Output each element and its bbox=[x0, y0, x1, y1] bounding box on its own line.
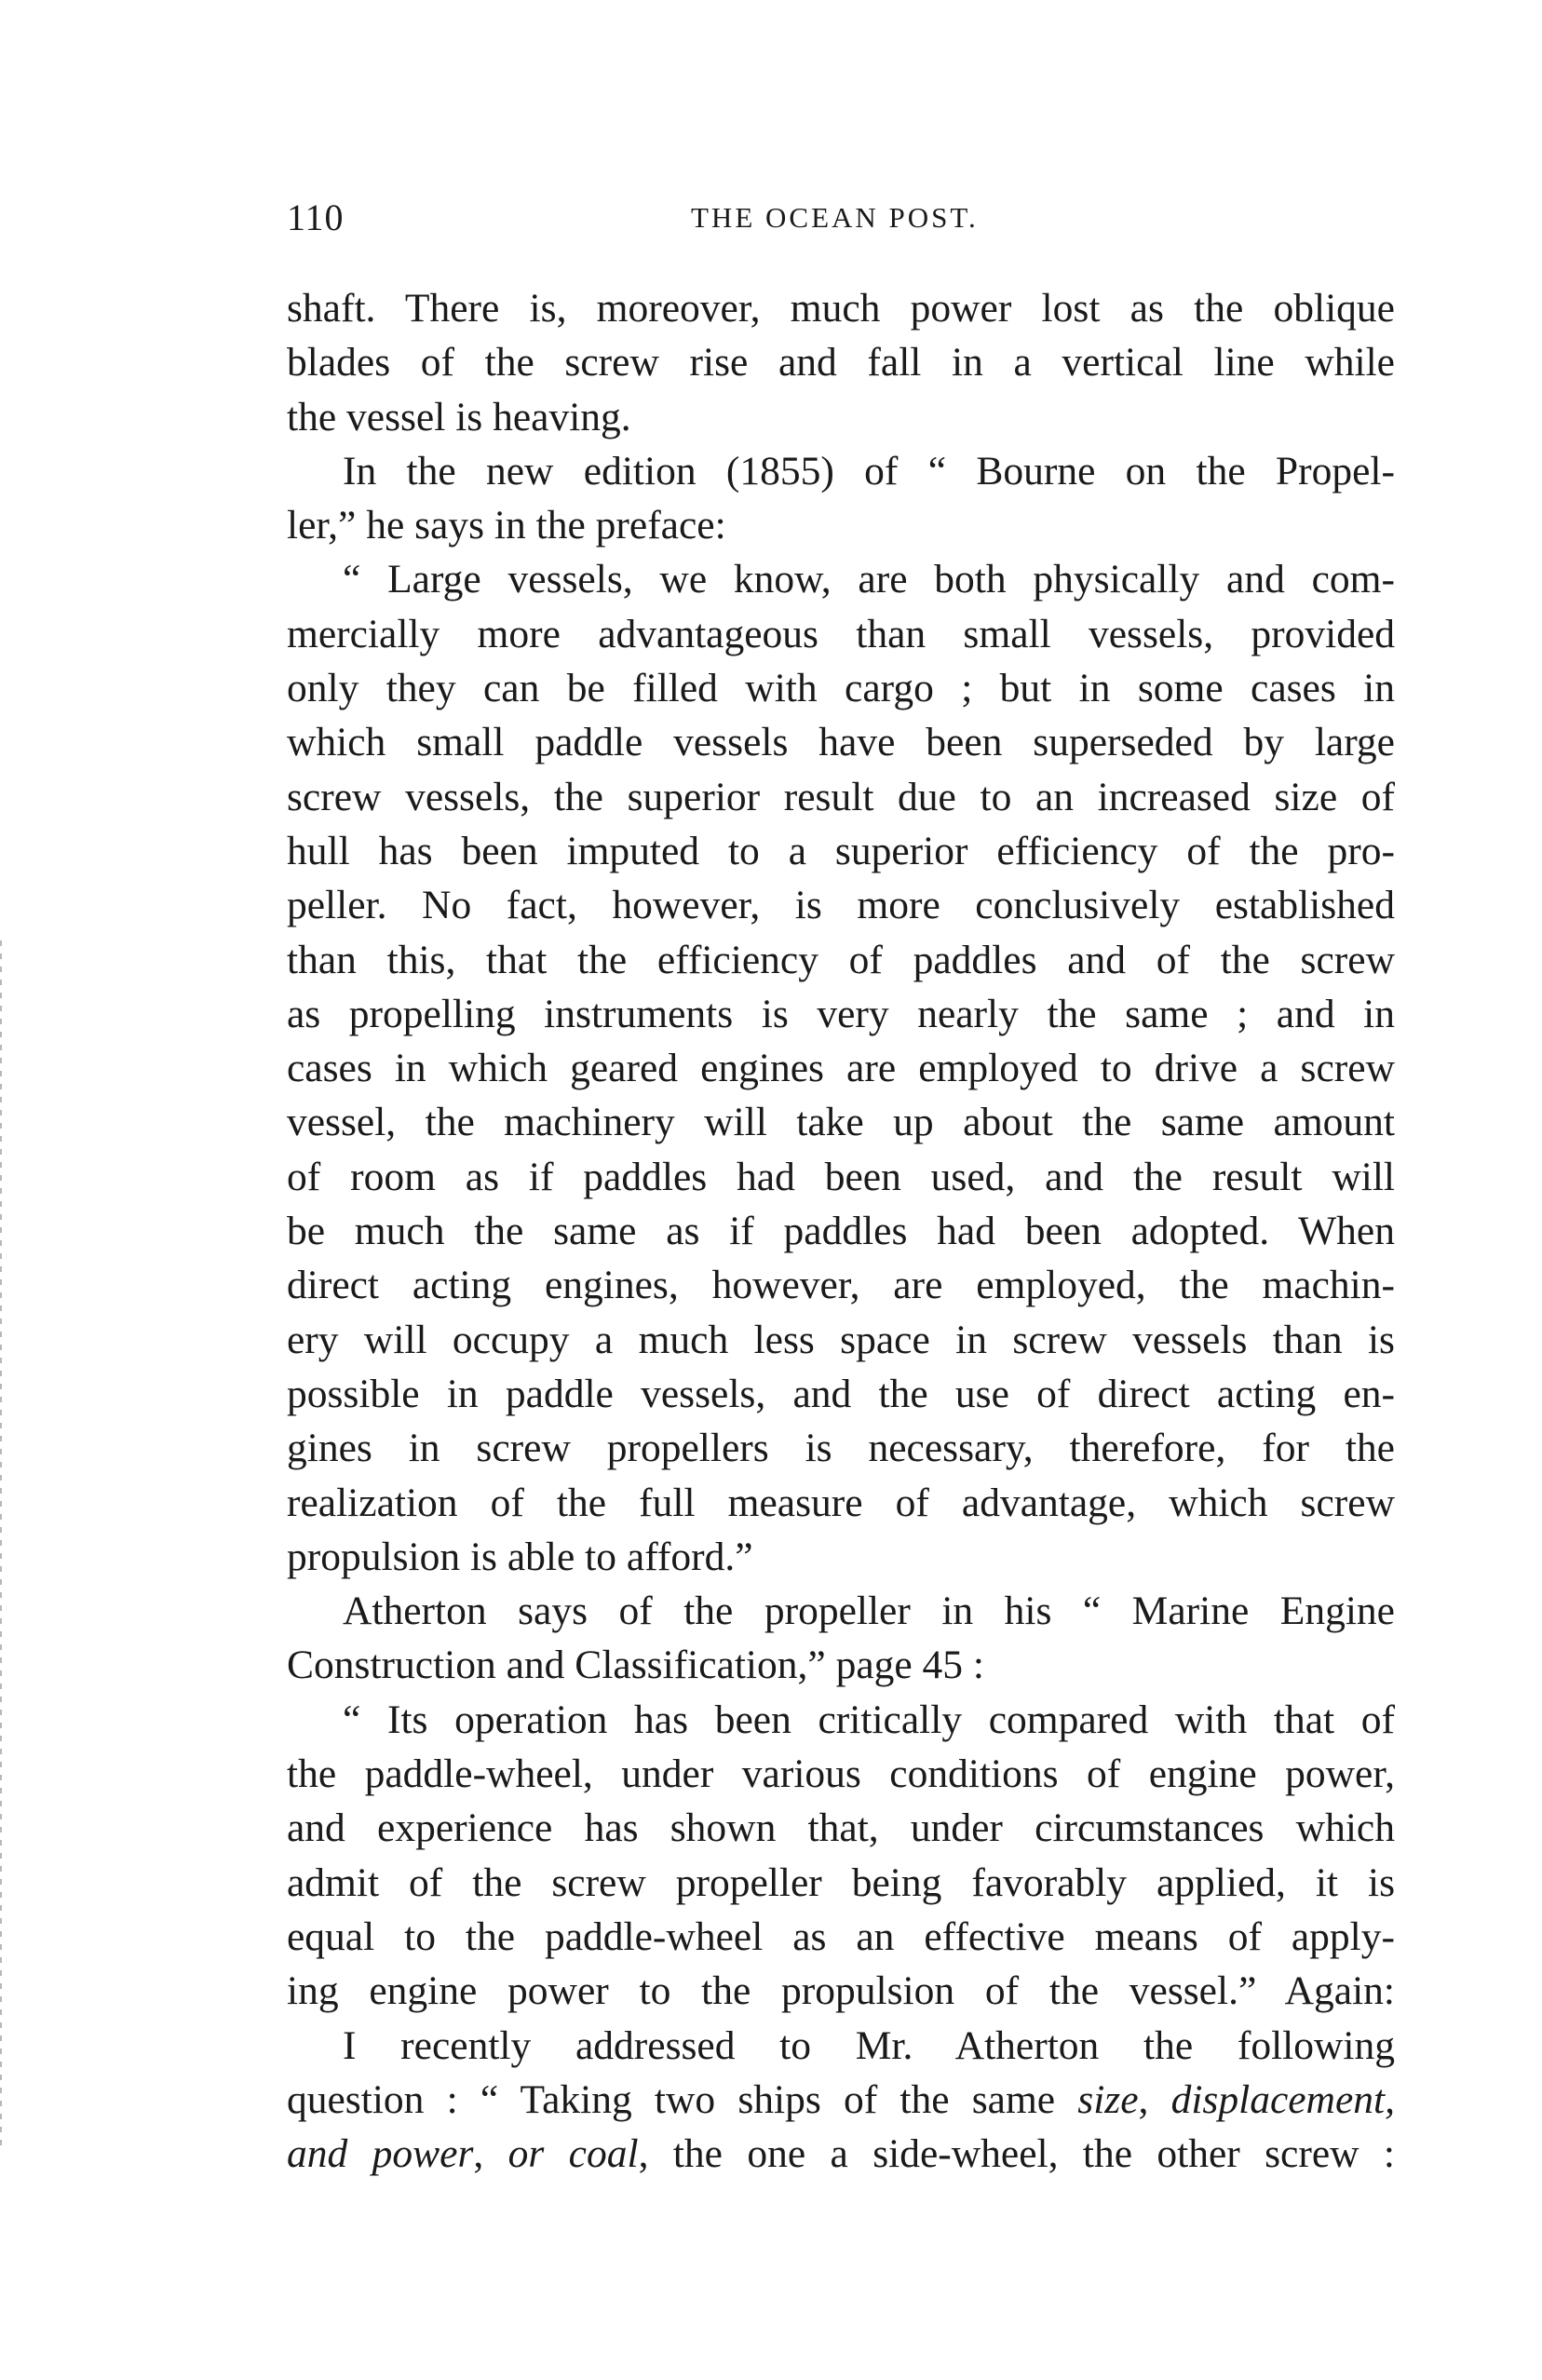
text-line: than this, that the efficiency of paddles and of the screw bbox=[287, 937, 1395, 982]
running-head: THE OCEAN POST. bbox=[691, 201, 979, 234]
text-line: only they can be filled with cargo ; but in some cases in bbox=[287, 666, 1395, 711]
line-text: , bbox=[473, 2131, 508, 2177]
text-line: be much the same as if paddles had been adopted. When bbox=[287, 1209, 1395, 1254]
text-line: I recently addressed to Mr. Atherton the following bbox=[343, 2022, 1395, 2068]
text-line: possible in paddle vessels, and the use of direct acting en- bbox=[287, 1371, 1395, 1416]
text-line: admit of the screw propeller being favorably applied, it is bbox=[287, 1859, 1395, 1905]
text-line: and experience has shown that, under circumstances which bbox=[287, 1805, 1395, 1851]
text-line: hull has been imputed to a superior efficiency of the pro- bbox=[287, 828, 1395, 873]
text-line: ing engine power to the propulsion of the vessel.” Again: bbox=[287, 1968, 1395, 2014]
text-line: the vessel is heaving. bbox=[287, 394, 631, 439]
text-line: In the new edition (1855) of “ Bourne on the Propel- bbox=[343, 448, 1395, 494]
line-text: question : “ Taking two ships of the same bbox=[287, 2076, 1078, 2122]
text-line: which small paddle vessels have been superseded by large bbox=[287, 720, 1395, 765]
page-number: 110 bbox=[287, 196, 345, 238]
text-line: direct acting engines, however, are employed, the machin- bbox=[287, 1263, 1395, 1308]
text-line: equal to the paddle-wheel as an effective means of apply- bbox=[287, 1913, 1395, 1959]
text-line-mixed bbox=[287, 2127, 1395, 2181]
italic-text: and power bbox=[287, 2131, 474, 2177]
text-line: “ Large vessels, we know, are both physically and com- bbox=[343, 557, 1395, 602]
text-line: vessel, the machinery will take up about the same amount bbox=[287, 1100, 1395, 1145]
text-line: propulsion is able to afford.” bbox=[287, 1534, 753, 1579]
text-line: ery will occupy a much less space in screw vessels than is bbox=[287, 1317, 1395, 1362]
italic-text: or coal bbox=[507, 2131, 639, 2177]
text-line: “ Its operation has been critically compared with that of bbox=[343, 1697, 1395, 1742]
text-line: ler,” he says in the preface: bbox=[287, 503, 726, 548]
text-line: the paddle-wheel, under various conditions of engine power, bbox=[287, 1751, 1395, 1797]
text-line: shaft. There is, moreover, much power lost as the oblique bbox=[287, 286, 1395, 331]
page-header bbox=[287, 196, 1404, 251]
text-line: mercially more advantageous than small vessels, provided bbox=[287, 611, 1395, 656]
text-line: blades of the screw rise and fall in a vertical line while bbox=[287, 340, 1395, 385]
text-line-mixed bbox=[287, 2073, 1395, 2127]
line-text: , bbox=[1138, 2076, 1171, 2122]
text-line: screw vessels, the superior result due to an increased size of bbox=[287, 774, 1395, 819]
text-line: as propelling instruments is very nearly the same ; and in bbox=[287, 991, 1395, 1036]
line-text: , the one a side-wheel, the other screw : bbox=[638, 2131, 1396, 2177]
text-line: gines in screw propellers is necessary, therefore, for the bbox=[287, 1426, 1395, 1471]
italic-text: displacement, bbox=[1170, 2076, 1395, 2122]
scan-edge-mark bbox=[0, 940, 2, 2151]
text-line: of room as if paddles had been used, and the result will bbox=[287, 1154, 1395, 1199]
text-line: peller. No fact, however, is more conclusively established bbox=[287, 883, 1395, 928]
italic-text: size bbox=[1077, 2076, 1139, 2122]
text-line: Construction and Classification,” page 45 : bbox=[287, 1643, 985, 1688]
body-text bbox=[287, 281, 1395, 2181]
text-line: cases in which geared engines are employed to drive a screw bbox=[287, 1046, 1395, 1091]
text-line: Atherton says of the propeller in his “ Marine Engine bbox=[343, 1589, 1395, 1634]
text-line: realization of the full measure of advantage, which screw bbox=[287, 1480, 1395, 1525]
